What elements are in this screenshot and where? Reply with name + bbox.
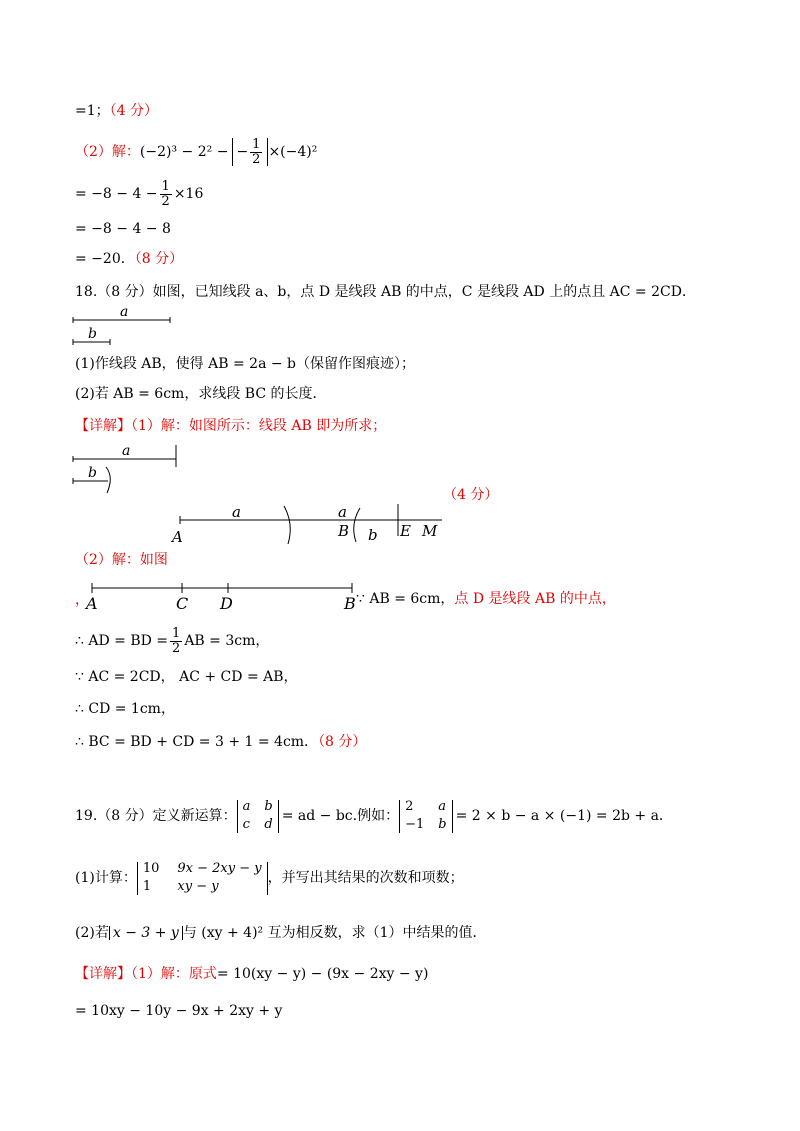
segment-b-label: b bbox=[88, 465, 97, 481]
fraction-denominator: 2 bbox=[252, 151, 261, 167]
point-label-E: E bbox=[400, 522, 411, 540]
fraction-half bbox=[250, 138, 262, 166]
fraction-half bbox=[170, 627, 182, 655]
segment-acdb-figure bbox=[80, 578, 370, 612]
det-cell: 2 bbox=[405, 799, 414, 814]
det-cell: xy − y bbox=[177, 879, 219, 895]
because-line bbox=[356, 592, 616, 606]
absolute-value bbox=[232, 138, 268, 166]
answer-tag: 【详解】 bbox=[75, 966, 131, 982]
step-4 bbox=[75, 735, 366, 749]
q18-answer-2: （2）解：如图 bbox=[75, 552, 168, 568]
determinant-definition bbox=[237, 800, 279, 833]
score-badge: （4 分） bbox=[109, 103, 158, 119]
determinant-example bbox=[399, 800, 453, 833]
stem-text: 19.（8 分）定义新运算： bbox=[75, 808, 237, 825]
construction-given-figure bbox=[70, 437, 200, 497]
prev-line-2 bbox=[75, 138, 317, 166]
answer-tag: 【详解】 bbox=[75, 418, 131, 434]
compass-arc bbox=[284, 506, 290, 544]
fraction-half bbox=[160, 180, 172, 208]
det-cell: 10 bbox=[142, 861, 160, 876]
score-badge: （8 分） bbox=[318, 734, 367, 750]
result-text: = −20． bbox=[75, 251, 135, 267]
prev-line-5 bbox=[75, 252, 183, 266]
prev-line-1-text: =1； bbox=[75, 103, 110, 119]
part-text: (2)若 bbox=[75, 925, 109, 941]
fraction-numerator: 1 bbox=[252, 137, 261, 152]
q19-stem bbox=[75, 800, 673, 833]
point-label-A: A bbox=[86, 594, 98, 612]
det-cell: 9x − 2xy − y bbox=[177, 861, 262, 876]
segment-a-label: a bbox=[120, 304, 129, 320]
step-1 bbox=[75, 627, 269, 655]
prev-line-1 bbox=[75, 104, 158, 118]
step-3: ∴ CD = 1cm， bbox=[75, 701, 175, 717]
det-cell: b bbox=[438, 817, 447, 833]
part-text: ，并写出其结果的次数和项数； bbox=[267, 870, 464, 887]
comma: ， bbox=[75, 592, 89, 608]
segment-a-label: a bbox=[122, 443, 131, 459]
step-text: ∴ AD = BD = bbox=[75, 633, 169, 650]
q18-stem: 18.（8 分）如图，已知线段 a、b，点 D 是线段 AB 的中点，C 是线段 AD 上的点且 AC = 2CD． bbox=[75, 284, 696, 300]
step-text: AB = 3cm， bbox=[184, 633, 270, 650]
stem-text: = ad − bc.例如： bbox=[281, 808, 400, 825]
construction-figure bbox=[160, 496, 460, 548]
fraction-numerator: 1 bbox=[172, 626, 181, 641]
det-cell: b bbox=[264, 799, 273, 814]
score-badge: （8 分） bbox=[134, 251, 184, 267]
det-cell: 1 bbox=[142, 879, 152, 895]
det-cell: a bbox=[438, 799, 447, 814]
score-badge: （4 分） bbox=[443, 487, 499, 503]
q19-answer-1 bbox=[75, 967, 428, 981]
q19-part-1 bbox=[75, 862, 464, 895]
point-label-B: B bbox=[338, 522, 350, 540]
segment-b-label: b bbox=[368, 526, 378, 544]
compass-arc bbox=[354, 508, 360, 542]
expression-part: ×16 bbox=[173, 186, 204, 203]
step-2: ∵ AC = 2CD， AC + CD = AB， bbox=[75, 669, 298, 685]
answer-expression: = 10(xy − y) − (9x − 2xy − y) bbox=[216, 966, 429, 982]
q18-part-1: (1)作线段 AB，使得 AB = 2a − b（保留作图痕迹）； bbox=[75, 356, 416, 372]
q18-part-2: (2)若 AB = 6cm，求线段 BC 的长度． bbox=[75, 386, 327, 402]
because-text-red: 点 D 是线段 AB 的中点， bbox=[454, 591, 616, 607]
det-cell: a bbox=[242, 799, 251, 814]
segment-a-label: a bbox=[338, 503, 347, 521]
point-label-D: D bbox=[220, 594, 233, 612]
point-label-C: C bbox=[176, 594, 189, 612]
compass-arc bbox=[106, 467, 110, 493]
fraction-numerator: 1 bbox=[161, 179, 170, 194]
expression-part: ×(−4)² bbox=[268, 144, 318, 161]
answer-text: （1）解：如图所示：线段 AB 即为所求； bbox=[131, 418, 387, 434]
q19-part-2 bbox=[75, 926, 487, 940]
det-cell: d bbox=[264, 817, 273, 833]
point-label-M: M bbox=[422, 522, 438, 540]
part-text: (1)计算： bbox=[75, 870, 137, 887]
given-segments-figure bbox=[70, 304, 190, 346]
q19-answer-line-2: = 10xy − 10y − 9x + 2xy + y bbox=[75, 1003, 283, 1019]
prev-line-3 bbox=[75, 180, 203, 208]
expression-part: = −8 − 4 − bbox=[75, 186, 158, 203]
absolute-value: x − 3 + y bbox=[109, 926, 183, 940]
answer-text: （1）解：原式 bbox=[131, 966, 217, 982]
prev-line-4: = −8 − 4 − 8 bbox=[75, 221, 171, 237]
fraction-denominator: 2 bbox=[172, 640, 181, 656]
point-label-B: B bbox=[344, 594, 356, 612]
part-text: 与 (xy + 4)² 互为相反数，求（1）中结果的值． bbox=[182, 925, 487, 941]
segment-b-label: b bbox=[88, 326, 97, 342]
step-text: ∴ BC = BD + CD = 3 + 1 = 4cm． bbox=[75, 734, 319, 750]
solution-label: （2）解： bbox=[75, 144, 140, 161]
because-text: ∵ AB = 6cm， bbox=[356, 591, 455, 607]
determinant-problem bbox=[137, 862, 268, 895]
expression-part: (−2)³ − 2² − bbox=[139, 144, 229, 161]
det-cell: c bbox=[242, 817, 250, 833]
stem-text: = 2 × b − a × (−1) = 2b + a． bbox=[455, 808, 673, 825]
fraction-denominator: 2 bbox=[161, 193, 170, 209]
q18-answer-1 bbox=[75, 419, 386, 433]
point-label-A: A bbox=[172, 528, 183, 546]
det-cell: −1 bbox=[405, 817, 425, 833]
minus-sign: − bbox=[236, 144, 249, 161]
segment-a-label: a bbox=[232, 503, 241, 521]
